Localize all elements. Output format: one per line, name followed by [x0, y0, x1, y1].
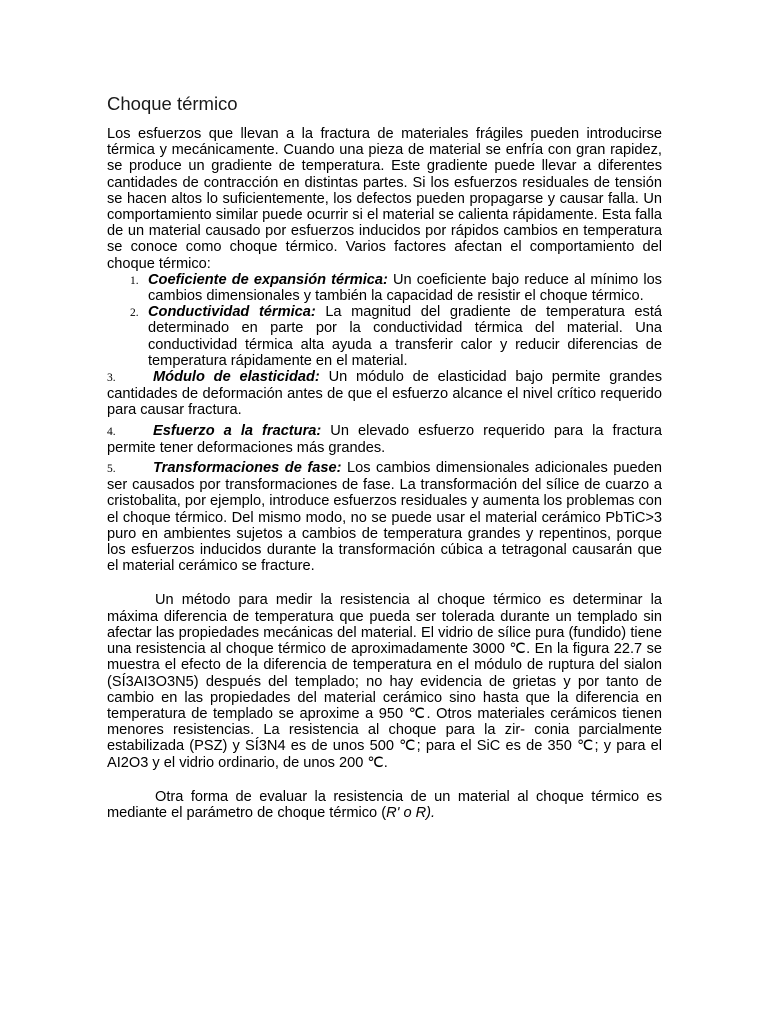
parameter-lead: Otra forma de evaluar la resistencia de un material al choque térmico es mediante el parámetro de choque térmico ( [107, 788, 662, 821]
method-paragraph: Un método para medir la resistencia al choque térmico es determinar la máxima diferencia de temperatura que pueda ser tolerada durante un templado sin afectar las propiedades mecánicas del material. El vidrio de sílice pura (fundido) tiene una resistencia al choque térmico de aproximadamente 3000 ℃. En la figura 22.7 se muestra el efecto de la diferencia de temperatura en el módulo de ruptura del sialon (SÍ3AI3O3N5) después del templado; no hay evidencia de grietas y por tanto de cambio en las propiedades del material cerámico sino hasta que la diferencia en temperatura de templado se aproxime a 950 ℃. Otros materiales cerámicos tienen menores resistencias. La resistencia al choque para la zir- conia parcialmente estabilizada (PSZ) y SÍ3N4 es de unos 500 ℃; para el SiC es de 350 ℃; y para el AI2O3 y el vidrio ordinario, de unos 200 ℃. [107, 592, 662, 771]
factor-text: Un coeficiente bajo reduce al mínimo los cambios dimensionales y también la capacidad de resistir el choque térmico. [148, 271, 662, 305]
list-item [107, 460, 662, 574]
list-number: 4. [107, 425, 116, 438]
factor-term: Coeficiente de expansión térmica: [148, 271, 388, 288]
list-item [107, 272, 662, 304]
intro-paragraph: Los esfuerzos que llevan a la fractura de materiales frágiles pueden introducirse térmica y mecánicamente. Cuando una pieza de material se enfría con gran rapidez, se produce un gradiente de temperatura. Este gradiente puede llevar a diferentes cantidades de contracción en distintas partes. Si los esfuerzos residuales de tensión se hacen altos lo suficientemente, los defectos pueden propagarse y causar falla. Un comportamiento similar puede ocurrir si el material se calienta rápidamente. Esta falla de un material causado por esfuerzos inducidos por rápidos cambios en temperatura se conoce como choque térmico. Varios factores afectan el comportamiento del choque térmico: [107, 126, 662, 272]
page-title: Choque térmico [107, 93, 238, 114]
factor-text: La magnitud del gradiente de temperatura está determinado en parte por la conductividad térmica del material. Una conductividad térmica alta ayuda a transferir calor y reducir diferencias de temperatura rápidamente en el material. [148, 304, 662, 369]
parameter-paragraph [107, 789, 662, 821]
factor-text: Los cambios dimensionales adicionales pueden ser causados por transformaciones de fase. La transformación del sílice de cuarzo a cristobalita, por ejemplo, introduce esfuerzos residuales y aumenta los problemas con el choque térmico. Del mismo modo, no se puede usar el material cerámico PbTiC>3 puro en ambientes sujetos a cambios de temperatura grandes y repentinos, porque los esfuerzos inducidos durante la transformación cúbica a tetragonal causarán que el material cerámico se fracture. [107, 460, 663, 575]
factor-term: Conductividad térmica: [148, 304, 316, 321]
factor-term: Esfuerzo a la fractura: [153, 422, 322, 439]
factor-text: Un elevado esfuerzo requerido para la fractura permite tener deformaciones más grandes. [107, 422, 662, 456]
list-number: 5. [107, 463, 116, 476]
list-item [107, 304, 662, 369]
factor-term: Módulo de elasticidad: [153, 369, 320, 386]
factor-term: Transformaciones de fase: [153, 460, 342, 477]
list-item [107, 369, 662, 419]
factor-text: Un módulo de elasticidad bajo permite grandes cantidades de deformación antes de que el esfuerzo alcance el nivel crítico requerido para causar fractura. [107, 369, 662, 419]
list-item [107, 423, 662, 456]
list-number: 1. [130, 274, 139, 287]
list-number: 2. [130, 307, 139, 320]
list-number: 3. [107, 372, 116, 385]
parameter-symbol: R' o R). [386, 804, 436, 821]
factors-list [107, 272, 662, 369]
